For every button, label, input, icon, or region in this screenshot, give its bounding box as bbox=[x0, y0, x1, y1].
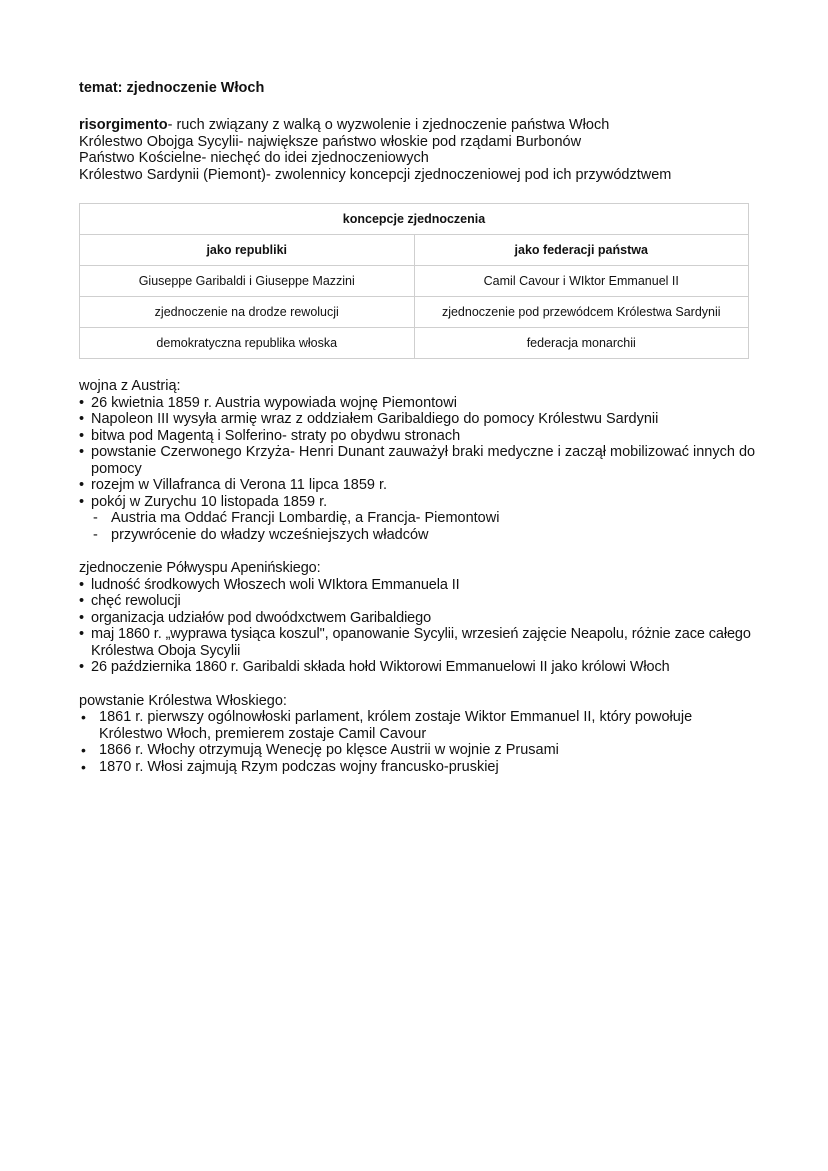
table-cell: demokratyczna republika włoska bbox=[80, 328, 415, 359]
table-cell: federacja monarchii bbox=[414, 328, 749, 359]
list-item: • pokój w Zurychu 10 listopada 1859 r. bbox=[79, 493, 328, 510]
kingdom-section bbox=[79, 693, 759, 776]
list-item: • organizacja udziałów pod dwoódxctwem Garibaldiego bbox=[79, 609, 432, 626]
bullet-icon: • bbox=[79, 493, 85, 510]
table-cell: Giuseppe Garibaldi i Giuseppe Mazzini bbox=[80, 266, 415, 297]
section-title: powstanie Królestwa Włoskiego: bbox=[79, 692, 287, 709]
war-list bbox=[79, 395, 759, 511]
table-row bbox=[80, 328, 749, 359]
table-header-row bbox=[80, 235, 749, 266]
list-item: • ludność środkowych Włoszech woli WIktora Emmanuela II bbox=[79, 576, 460, 593]
kingdom-list bbox=[79, 709, 759, 775]
unification-list bbox=[79, 577, 759, 676]
table-row bbox=[80, 297, 749, 328]
table-cell: Camil Cavour i WIktor Emmanuel II bbox=[414, 266, 749, 297]
list-item: • 26 kwietnia 1859 r. Austria wypowiada wojnę Piemontowi bbox=[79, 394, 457, 411]
bullet-icon: • bbox=[79, 394, 85, 411]
bullet-icon: • bbox=[79, 427, 85, 444]
bullet-icon: • bbox=[79, 411, 85, 427]
definition-line: Państwo Kościelne- niechęć do idei zjednoczeniowych bbox=[79, 150, 429, 166]
section-title: wojna z Austrią: bbox=[79, 378, 181, 394]
definition-term: risorgimento bbox=[79, 117, 168, 133]
list-item: • 1866 r. Włochy otrzymują Wenecję po klęsce Austrii w wojnie z Prusami bbox=[81, 742, 559, 758]
definition-line: Królestwo Sardynii (Piemont)- zwolennicy koncepcji zjednoczeniowej pod ich przywództwem bbox=[79, 166, 672, 183]
list-item: • 1870 r. Włosi zajmują Rzym podczas wojny francusko-pruskiej bbox=[81, 758, 499, 775]
definition-text: - ruch związany z walką o wyzwolenie i zjednoczenie państwa Włoch bbox=[167, 117, 610, 133]
column-header-federation: jako federacji państwa bbox=[414, 235, 749, 266]
bullet-icon: • bbox=[79, 593, 84, 609]
list-item: • Napoleon III wysyła armię wraz z oddziałem Garibaldiego do pomocy Królestwu Sardynii bbox=[79, 411, 659, 427]
column-header-republic: jako republiki bbox=[80, 235, 415, 266]
table-caption-row bbox=[80, 204, 749, 235]
war-section bbox=[79, 378, 759, 543]
list-item: • bitwa pod Magentą i Solferino- straty po obydwu stronach bbox=[79, 427, 461, 444]
concepts-table bbox=[79, 203, 749, 359]
definition-line bbox=[79, 117, 759, 134]
unification-section bbox=[79, 560, 759, 676]
table-caption: koncepcje zjednoczenia bbox=[80, 204, 749, 235]
bullet-icon: • bbox=[79, 626, 84, 642]
bullet-icon: • bbox=[81, 758, 86, 775]
table-cell: zjednoczenie pod przewódcem Królestwa Sardynii bbox=[414, 297, 749, 328]
list-item: • maj 1860 r. „wyprawa tysiąca koszul", opanowanie Sycylii, wrzesień zajęcie Neapolu, różnie zace całego Królestwa Oboja Sycylii bbox=[79, 626, 751, 659]
intro-definitions bbox=[79, 117, 759, 183]
list-item: • rozejm w Villafranca di Verona 11 lipca 1859 r. bbox=[79, 477, 388, 493]
dash-icon: - bbox=[93, 526, 98, 543]
dash-icon: - bbox=[93, 510, 98, 526]
bullet-icon: • bbox=[79, 609, 84, 626]
list-item: • 1861 r. pierwszy ogólnowłoski parlament, królem zostaje Wiktor Emmanuel II, który powołuje Królestwo Włoch, premierem zostaje Camil Cavour bbox=[81, 709, 693, 742]
bullet-icon: • bbox=[81, 709, 86, 725]
bullet-icon: • bbox=[79, 659, 84, 675]
section-title: zjednoczenie Półwyspu Apenińskiego: bbox=[79, 560, 321, 576]
bullet-icon: • bbox=[79, 576, 84, 593]
table-cell: zjednoczenie na drodze rewolucji bbox=[80, 297, 415, 328]
definition-line: Królestwo Obojga Sycylii- największe państwo włoskie pod rządami Burbonów bbox=[79, 133, 582, 150]
bullet-icon: • bbox=[79, 477, 85, 493]
list-item: • powstanie Czerwonego Krzyża- Henri Dunant zauważył braki medyczne i zaczął mobilizować innych do pomocy bbox=[79, 444, 756, 477]
list-item: • 26 października 1860 r. Garibaldi składa hołd Wiktorowi Emmanuelowi II jako królowi Włoch bbox=[79, 659, 670, 675]
sublist-item: - przywrócenie do władzy wcześniejszych władców bbox=[93, 526, 429, 543]
table-row bbox=[80, 266, 749, 297]
sublist-item: - Austria ma Oddać Francji Lombardię, a Francja- Piemontowi bbox=[93, 510, 500, 526]
page-title: temat: zjednoczenie Włoch bbox=[79, 80, 265, 96]
document-content bbox=[79, 80, 759, 792]
list-item: • chęć rewolucji bbox=[79, 593, 181, 609]
bullet-icon: • bbox=[81, 742, 86, 758]
war-sublist bbox=[93, 510, 759, 543]
bullet-icon: • bbox=[79, 444, 85, 460]
